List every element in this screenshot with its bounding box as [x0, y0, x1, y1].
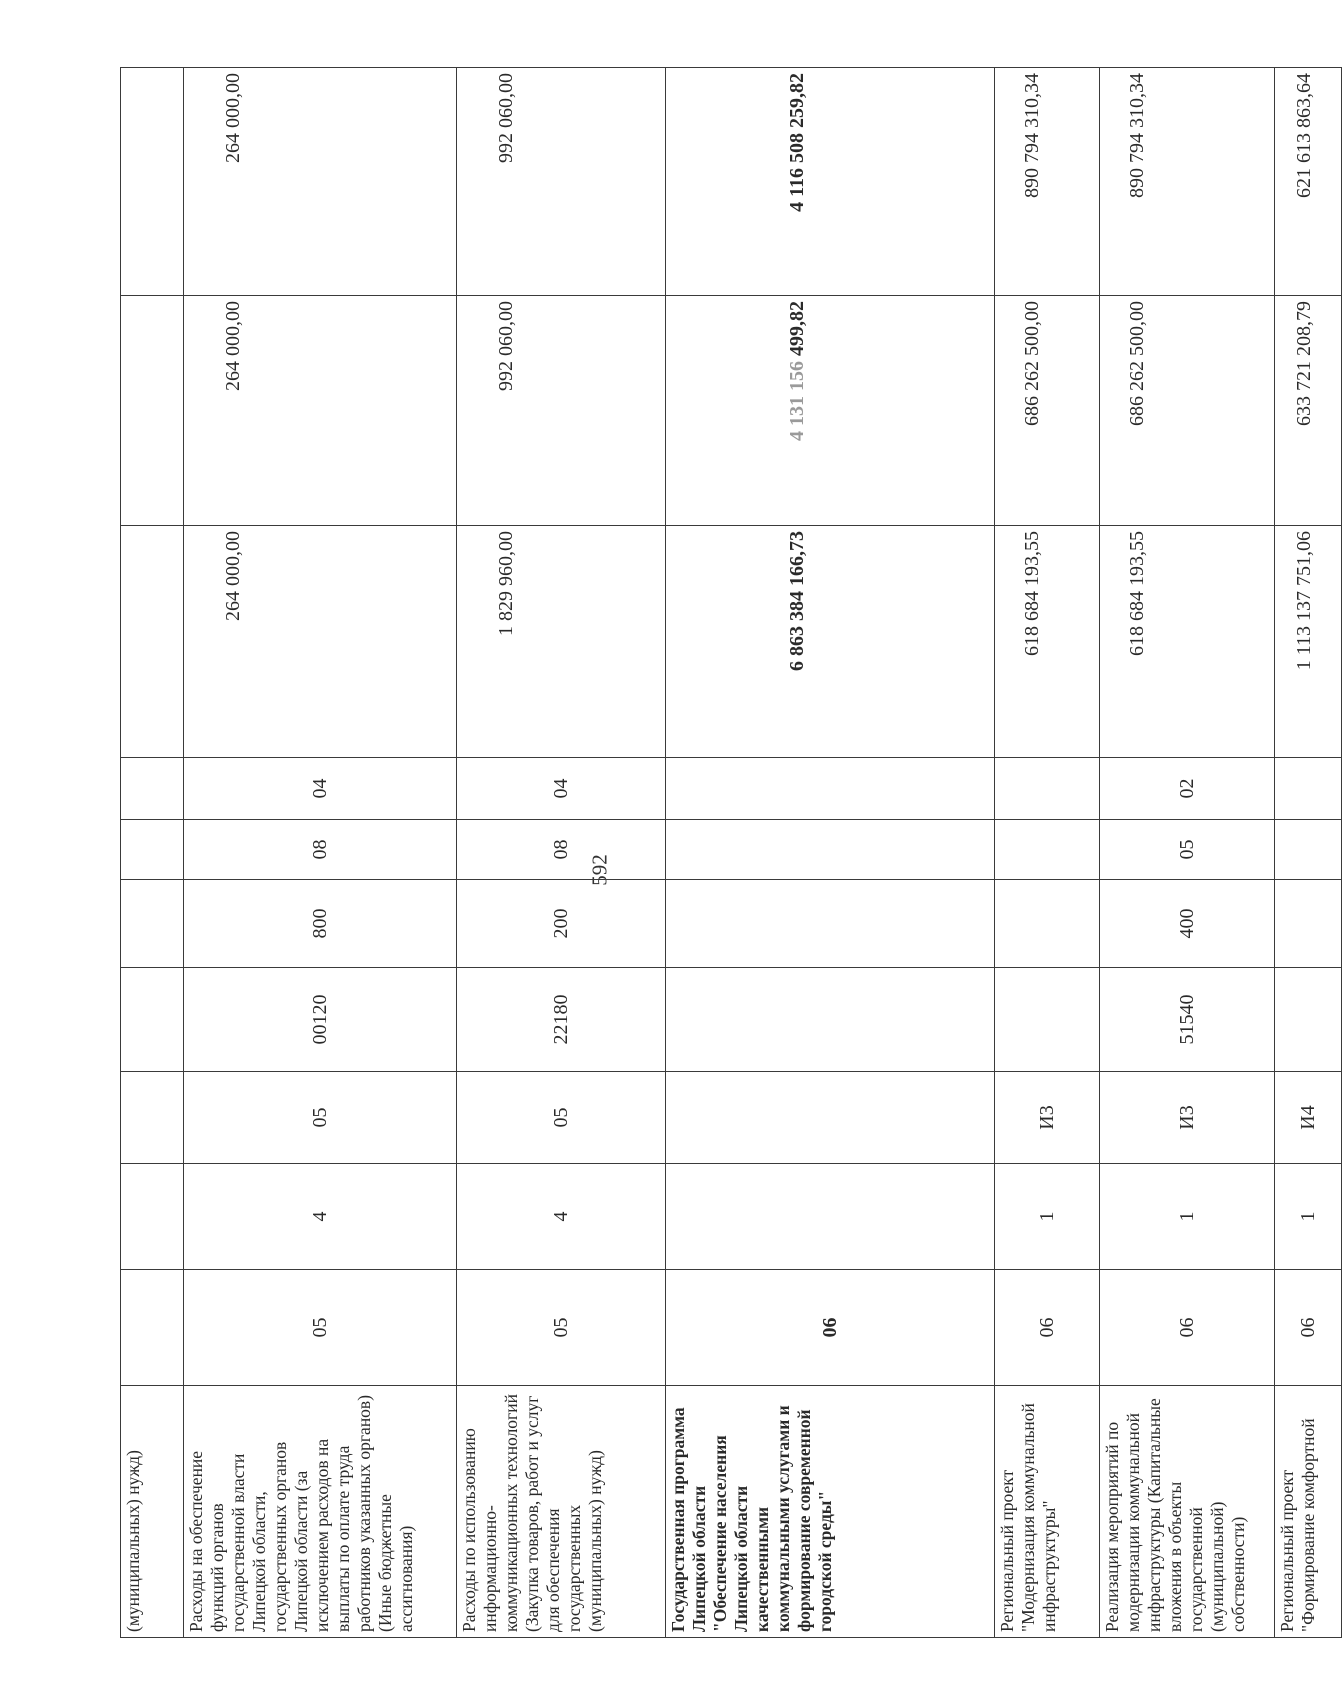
bold-amount-part: 499,82 — [786, 301, 808, 356]
cell-amount-1 — [121, 526, 184, 758]
row-name: Расходы на обеспечение функций органов государственной власти Липецкой области, государственных органов Липецкой области (за исключением расходов на выплаты по оплате труда работников указанных органов) (Иные бюджетные ассигнования) — [184, 1386, 457, 1638]
cell-amount-1: 6 863 384 166,73 — [666, 526, 995, 758]
cell-code-6 — [995, 820, 1100, 880]
cell-code-7: 04 — [457, 758, 666, 820]
cell-code-7 — [1275, 758, 1342, 820]
cell-code-2: 1 — [1275, 1164, 1342, 1270]
cell-code-2 — [121, 1164, 184, 1270]
cell-code-4: 51540 — [1100, 968, 1275, 1072]
cell-code-6: 08 — [184, 820, 457, 880]
cell-code-3 — [121, 1072, 184, 1164]
cell-code-5: 800 — [184, 880, 457, 968]
cell-code-4 — [1275, 968, 1342, 1072]
row-name: Региональный проект "Модернизация коммунальной инфраструктуры" — [995, 1386, 1100, 1638]
table-row — [1275, 68, 1342, 1638]
cell-code-1: 05 — [457, 1270, 666, 1386]
cell-code-7 — [121, 758, 184, 820]
cell-code-2 — [666, 1164, 995, 1270]
cell-code-5 — [1275, 880, 1342, 968]
cell-code-1: 05 — [184, 1270, 457, 1386]
cell-code-6: 05 — [1100, 820, 1275, 880]
cell-code-5 — [121, 880, 184, 968]
cell-amount-2: 686 262 500,00 — [995, 296, 1100, 526]
cell-code-4: 00120 — [184, 968, 457, 1072]
cell-code-3: И3 — [995, 1072, 1100, 1164]
cell-code-1: 06 — [1275, 1270, 1342, 1386]
cell-code-6 — [666, 820, 995, 880]
cell-code-3: 05 — [184, 1072, 457, 1164]
cell-code-3: И4 — [1275, 1072, 1342, 1164]
cell-code-2: 1 — [995, 1164, 1100, 1270]
cell-amount-1: 264 000,00 — [184, 526, 457, 758]
cell-code-1: 06 — [1100, 1270, 1275, 1386]
table-row — [184, 68, 457, 1638]
cell-code-7: 04 — [184, 758, 457, 820]
rotated-page-content — [120, 68, 1319, 1638]
cell-amount-2: 992 060,00 — [457, 296, 666, 526]
cell-amount-2: 633 721 208,79 — [1275, 296, 1342, 526]
cell-amount-1: 618 684 193,55 — [995, 526, 1100, 758]
row-name: Региональный проект "Формирование комфортной — [1275, 1386, 1342, 1638]
cell-code-6 — [1275, 820, 1342, 880]
cell-amount-2 — [666, 296, 995, 526]
budget-table — [120, 67, 1342, 1638]
cell-code-2: 1 — [1100, 1164, 1275, 1270]
cell-code-4: 22180 — [457, 968, 666, 1072]
cell-amount-2 — [121, 296, 184, 526]
cell-code-6: 08 — [457, 820, 666, 880]
cell-code-7 — [995, 758, 1100, 820]
cell-amount-2: 686 262 500,00 — [1100, 296, 1275, 526]
cell-code-5: 400 — [1100, 880, 1275, 968]
table-row — [666, 68, 995, 1638]
cell-code-5: 200 — [457, 880, 666, 968]
cell-amount-3: 890 794 310,34 — [1100, 68, 1275, 296]
cell-code-6 — [121, 820, 184, 880]
cell-amount-1: 1 829 960,00 — [457, 526, 666, 758]
cell-amount-1: 618 684 193,55 — [1100, 526, 1275, 758]
faint-amount-part: 4 131 156 — [786, 356, 808, 441]
cell-code-4 — [666, 968, 995, 1072]
cell-code-3: 05 — [457, 1072, 666, 1164]
cell-code-1: 06 — [995, 1270, 1100, 1386]
cell-amount-3: 264 000,00 — [184, 68, 457, 296]
cell-code-2: 4 — [184, 1164, 457, 1270]
cell-amount-2: 264 000,00 — [184, 296, 457, 526]
row-name: Государственная программа Липецкой области "Обеспечение населения Липецкой области качественными коммунальными услугами и формирование современной городской среды" — [666, 1386, 995, 1638]
cell-code-7: 02 — [1100, 758, 1275, 820]
cell-amount-3: 890 794 310,34 — [995, 68, 1100, 296]
cell-code-4 — [121, 968, 184, 1072]
cell-code-2: 4 — [457, 1164, 666, 1270]
table-row — [995, 68, 1100, 1638]
row-name: Реализация мероприятий по модернизации коммунальной инфраструктуры (Капитальные вложения в объекты государственной (муниципальной) собственности) — [1100, 1386, 1275, 1638]
cell-code-5 — [666, 880, 995, 968]
row-name: (муниципальных) нужд) — [121, 1386, 184, 1638]
cell-amount-1: 1 113 137 751,06 — [1275, 526, 1342, 758]
table-row — [1100, 68, 1275, 1638]
cell-code-7 — [666, 758, 995, 820]
cell-code-1 — [121, 1270, 184, 1386]
cell-code-5 — [995, 880, 1100, 968]
table-row — [121, 68, 184, 1638]
cell-code-4 — [995, 968, 1100, 1072]
cell-amount-3: 992 060,00 — [457, 68, 666, 296]
cell-code-3 — [666, 1072, 995, 1164]
page-number: 592 — [587, 854, 612, 886]
cell-code-1: 06 — [666, 1270, 995, 1386]
table-row — [457, 68, 666, 1638]
cell-amount-3: 621 613 863,64 — [1275, 68, 1342, 296]
cell-amount-3: 4 116 508 259,82 — [666, 68, 995, 296]
cell-amount-3 — [121, 68, 184, 296]
row-name: Расходы по использованию информационно-коммуникационных технологий (Закупка товаров, работ и услуг для обеспечения государственных (муниципальных) нужд) — [457, 1386, 666, 1638]
cell-code-3: И3 — [1100, 1072, 1275, 1164]
